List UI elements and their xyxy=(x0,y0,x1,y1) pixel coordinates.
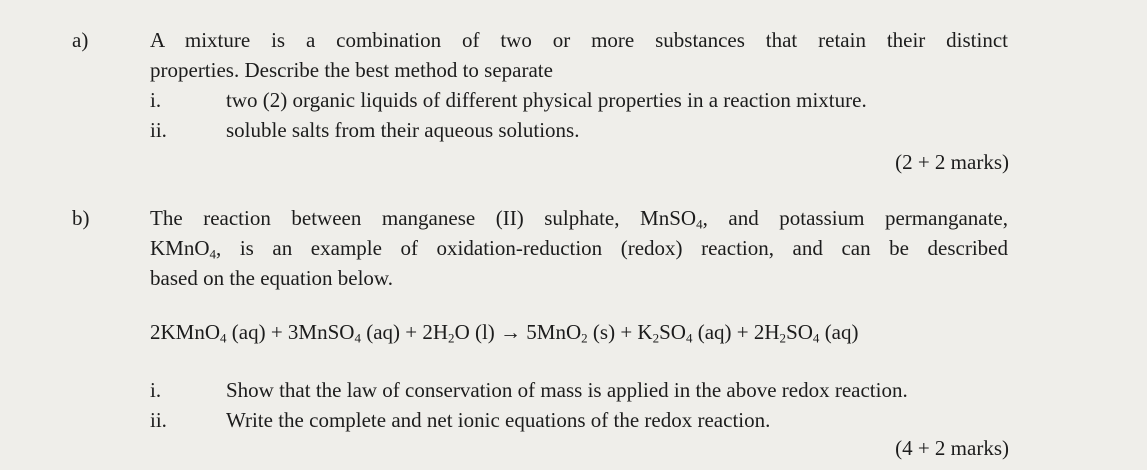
question-a-label: a) xyxy=(72,28,89,52)
equation-term: (s) + K xyxy=(587,320,653,344)
equation-term: SO xyxy=(786,320,813,344)
question-b-item-i-text: Show that the law of conservation of mass is applied in the above redox reaction. xyxy=(226,378,908,402)
equation-subscript: 4 xyxy=(354,330,361,346)
question-a-item-i-text: two (2) organic liquids of different physical properties in a reaction mixture. xyxy=(226,88,867,112)
equation-subscript: 4 xyxy=(685,330,693,346)
question-a-marks: (2 + 2 marks) xyxy=(895,150,1009,174)
equation-subscript: 4 xyxy=(220,330,227,346)
question-b-line3: based on the equation below. xyxy=(150,266,393,290)
redox-equation xyxy=(150,320,859,346)
question-b-item-ii-text: Write the complete and net ionic equations of the redox reaction. xyxy=(226,408,771,432)
question-a-item-ii-number: ii. xyxy=(150,118,167,142)
equation-term: (aq) xyxy=(819,320,859,344)
equation-subscript: 2 xyxy=(779,330,787,346)
equation-subscript: 2 xyxy=(652,330,660,346)
question-a-intro-line1: A mixture is a combination of two or more substances that retain their distinct xyxy=(150,28,1008,52)
question-b-line2-pre: KMnO xyxy=(150,236,210,260)
question-b-line2-post: , is an example of oxidation-reduction (redox) reaction, and can be described xyxy=(216,236,1008,260)
question-b-line1 xyxy=(150,206,1008,232)
equation-term: O (l) → 5MnO xyxy=(454,320,582,344)
question-b-label: b) xyxy=(72,206,90,230)
question-a-item-i-number: i. xyxy=(150,88,162,112)
equation-term: (aq) + 2H xyxy=(360,320,449,344)
equation-subscript: 2 xyxy=(448,330,455,346)
equation-term: SO xyxy=(659,320,686,344)
question-b-line1-post: , and potassium permanganate, xyxy=(702,206,1008,230)
question-a-intro-line2: properties. Describe the best method to separate xyxy=(150,58,553,82)
equation-subscript: 4 xyxy=(812,330,820,346)
question-b-item-i-number: i. xyxy=(150,378,162,402)
question-b-line1-pre: The reaction between manganese (II) sulphate, MnSO xyxy=(150,206,697,230)
equation-subscript: 2 xyxy=(581,330,588,346)
question-b-line2-sub: 4 xyxy=(209,246,217,262)
equation-term: 2KMnO xyxy=(150,320,221,344)
equation-term: (aq) + 2H xyxy=(692,320,780,344)
question-b-marks: (4 + 2 marks) xyxy=(895,436,1009,460)
question-b-line1-sub: 4 xyxy=(696,216,703,232)
question-a-item-ii-text: soluble salts from their aqueous solutions. xyxy=(226,118,580,142)
equation-term: (aq) + 3MnSO xyxy=(226,320,355,344)
question-b-line2 xyxy=(150,236,1008,262)
question-b-item-ii-number: ii. xyxy=(150,408,167,432)
